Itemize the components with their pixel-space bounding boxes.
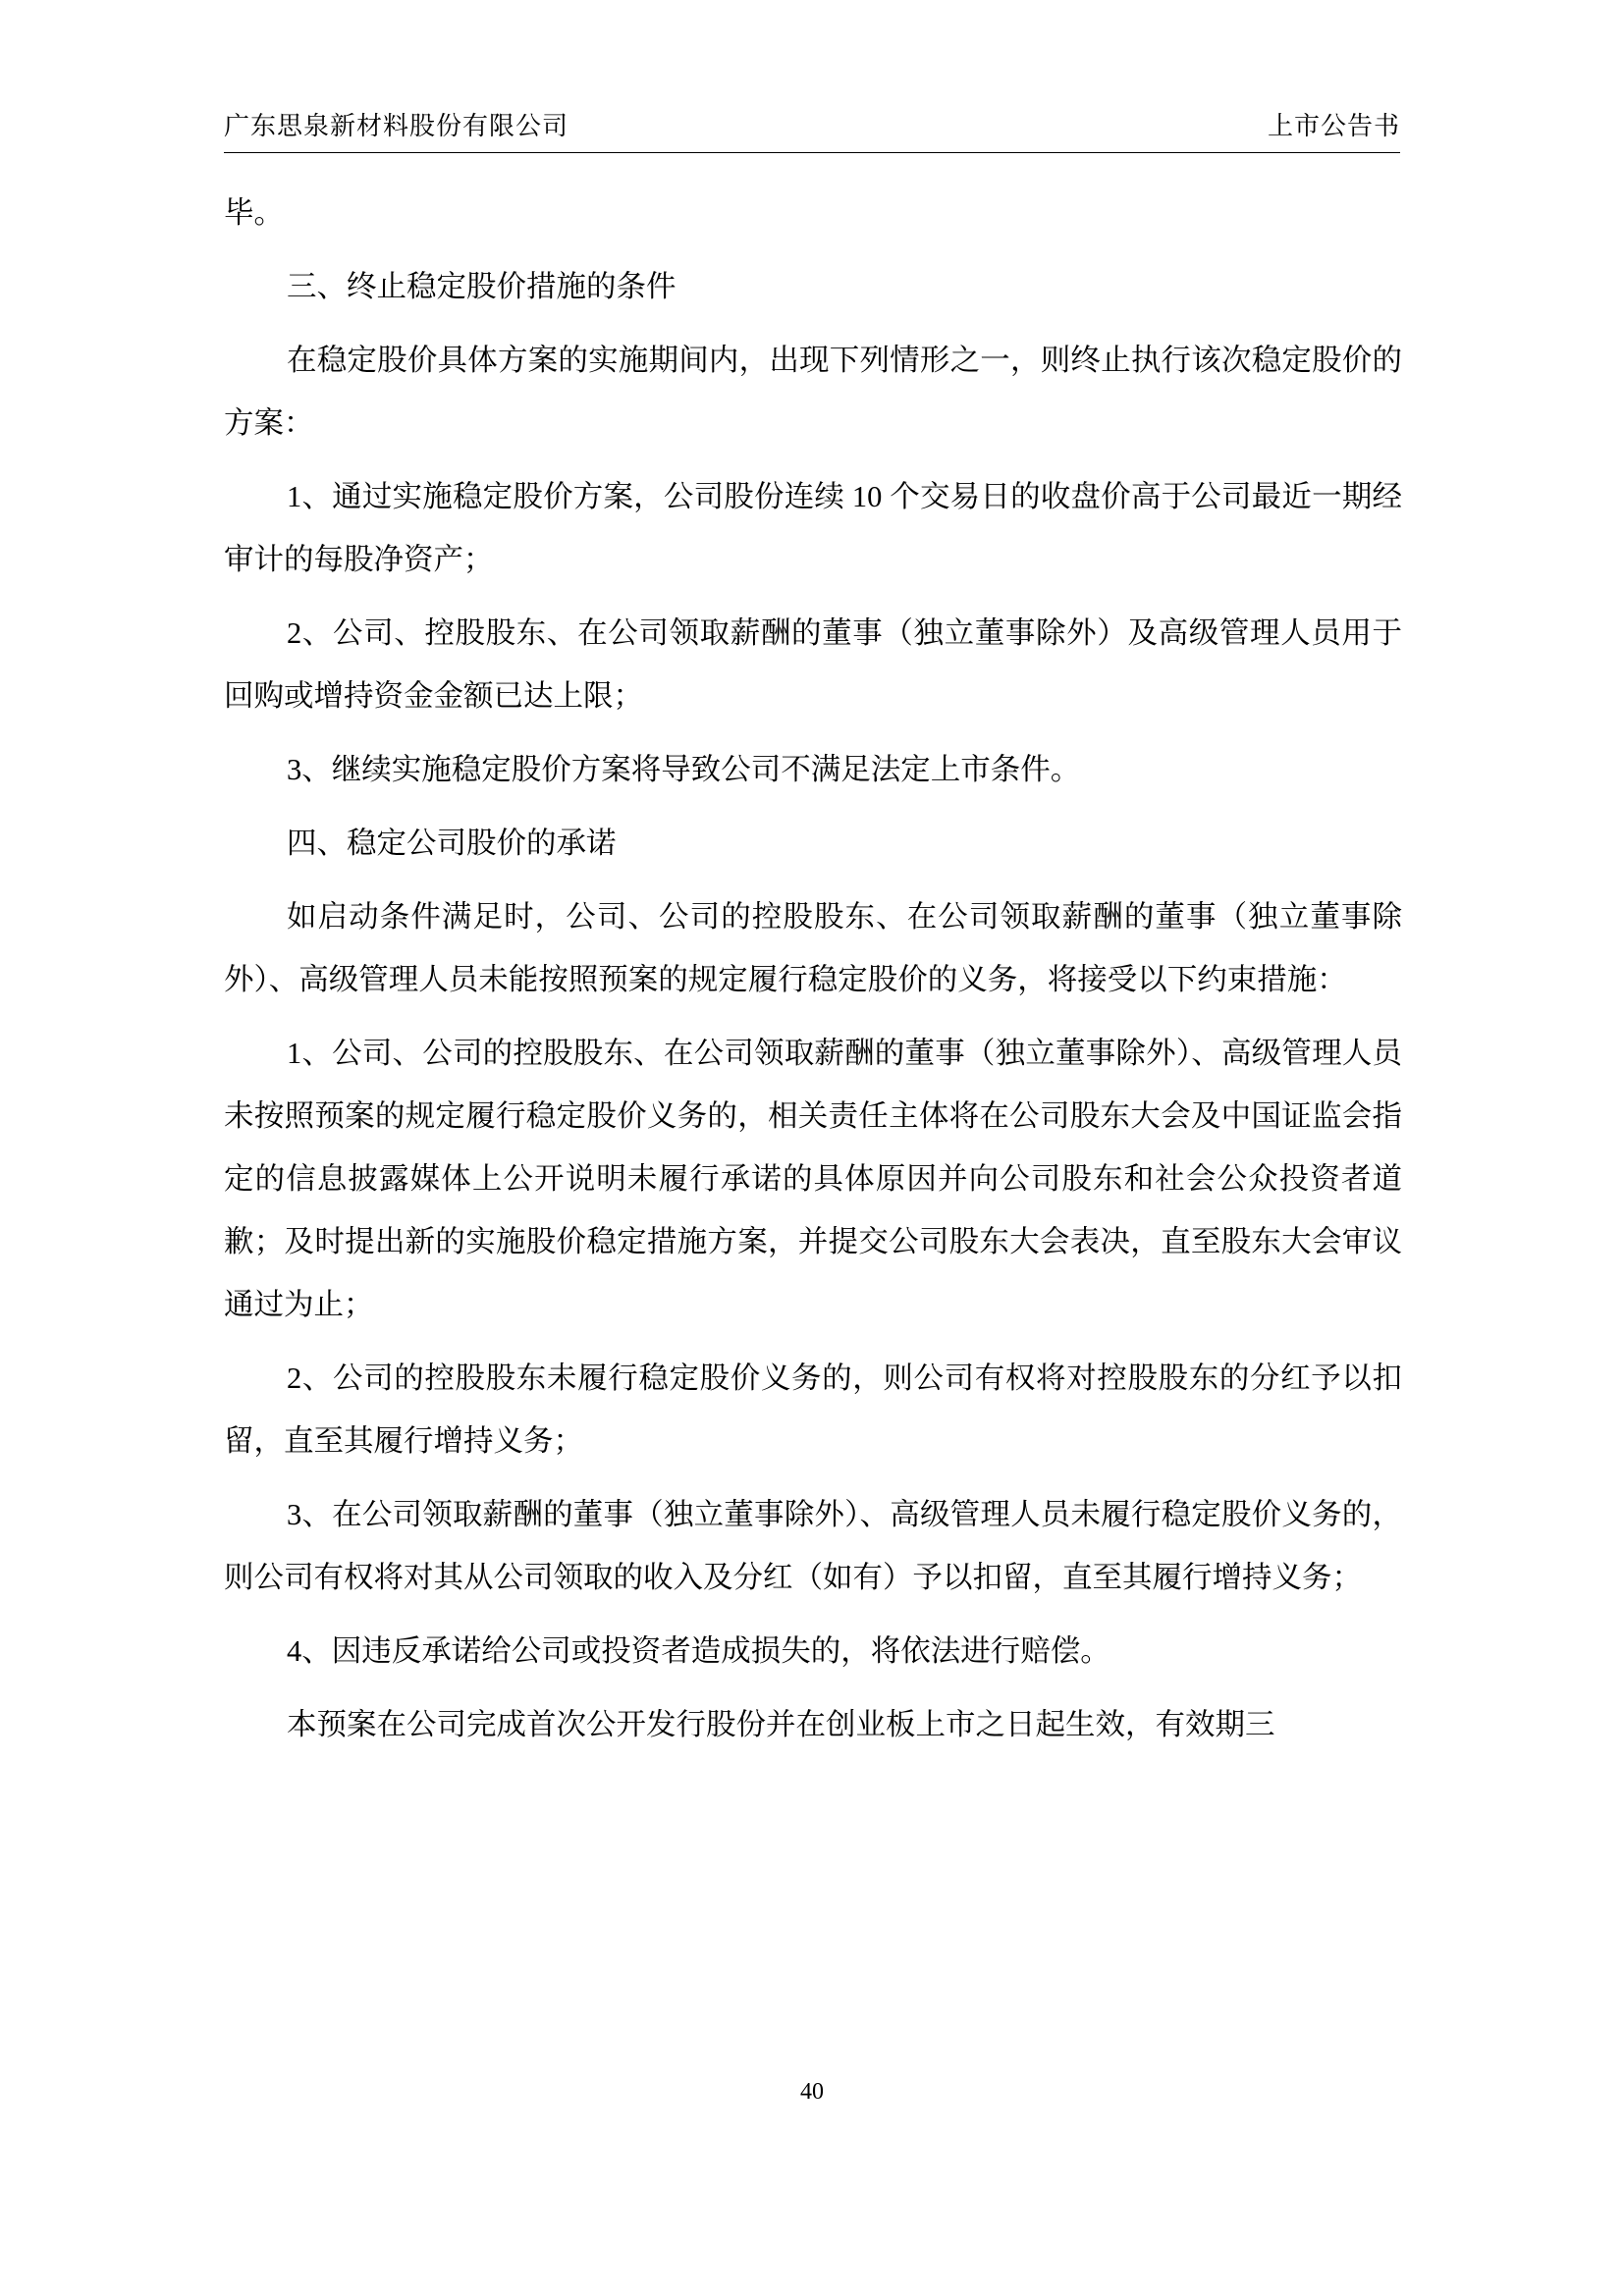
page-footer <box>0 2079 1624 2106</box>
page-header <box>224 106 1400 157</box>
header-divider <box>224 152 1400 153</box>
paragraph-commitment-2: 2、公司的控股股东未履行稳定股价义务的，则公司有权将对控股股东的分红予以扣留，直至其履行增持义务； <box>224 1362 1402 1458</box>
page-header-row <box>224 106 1400 152</box>
paragraph-condition-intro: 在稳定股价具体方案的实施期间内，出现下列情形之一，则终止执行该次稳定股价的方案： <box>224 344 1402 440</box>
header-document-title: 上市公告书 <box>1267 112 1400 140</box>
paragraph-continuation: 毕。 <box>224 196 284 230</box>
paragraph-commitment-4: 4、因违反承诺给公司或投资者造成损失的，将依法进行赔偿。 <box>287 1634 1110 1668</box>
paragraph-condition-3: 3、继续实施稳定股价方案将导致公司不满足法定上市条件。 <box>287 753 1081 786</box>
paragraph-condition-2: 2、公司、控股股东、在公司领取薪酬的董事（独立董事除外）及高级管理人员用于回购或增持资金金额已达上限； <box>224 616 1402 713</box>
section-heading-three: 三、终止稳定股价措施的条件 <box>287 270 677 303</box>
section-heading-four: 四、稳定公司股价的承诺 <box>287 827 617 860</box>
paragraph-effective-period: 本预案在公司完成首次公开发行股份并在创业板上市之日起生效，有效期三 <box>287 1708 1275 1741</box>
paragraph-commitment-3: 3、在公司领取薪酬的董事（独立董事除外）、高级管理人员未履行稳定股价义务的，则公司有权将对其从公司领取的收入及分红（如有）予以扣留，直至其履行增持义务； <box>224 1498 1402 1594</box>
page-number: 40 <box>800 2079 824 2105</box>
document-body <box>224 182 1402 1767</box>
header-company-name: 广东思泉新材料股份有限公司 <box>224 112 569 140</box>
paragraph-condition-1: 1、通过实施稳定股价方案，公司股份连续 10 个交易日的收盘价高于公司最近一期经审计的每股净资产； <box>224 480 1402 576</box>
paragraph-commitment-1: 1、公司、公司的控股股东、在公司领取薪酬的董事（独立董事除外）、高级管理人员未按照预案的规定履行稳定股价义务的，相关责任主体将在公司股东大会及中国证监会指定的信息披露媒体上公开说明未履行承诺的具体原因并向公司股东和社会公众投资者道歉；及时提出新的实施股价稳定措施方案，并提交公司股东大会表决，直至股东大会审议通过为止； <box>224 1037 1402 1321</box>
paragraph-commitment-intro: 如启动条件满足时，公司、公司的控股股东、在公司领取薪酬的董事（独立董事除外）、高级管理人员未能按照预案的规定履行稳定股价的义务，将接受以下约束措施： <box>224 900 1402 996</box>
